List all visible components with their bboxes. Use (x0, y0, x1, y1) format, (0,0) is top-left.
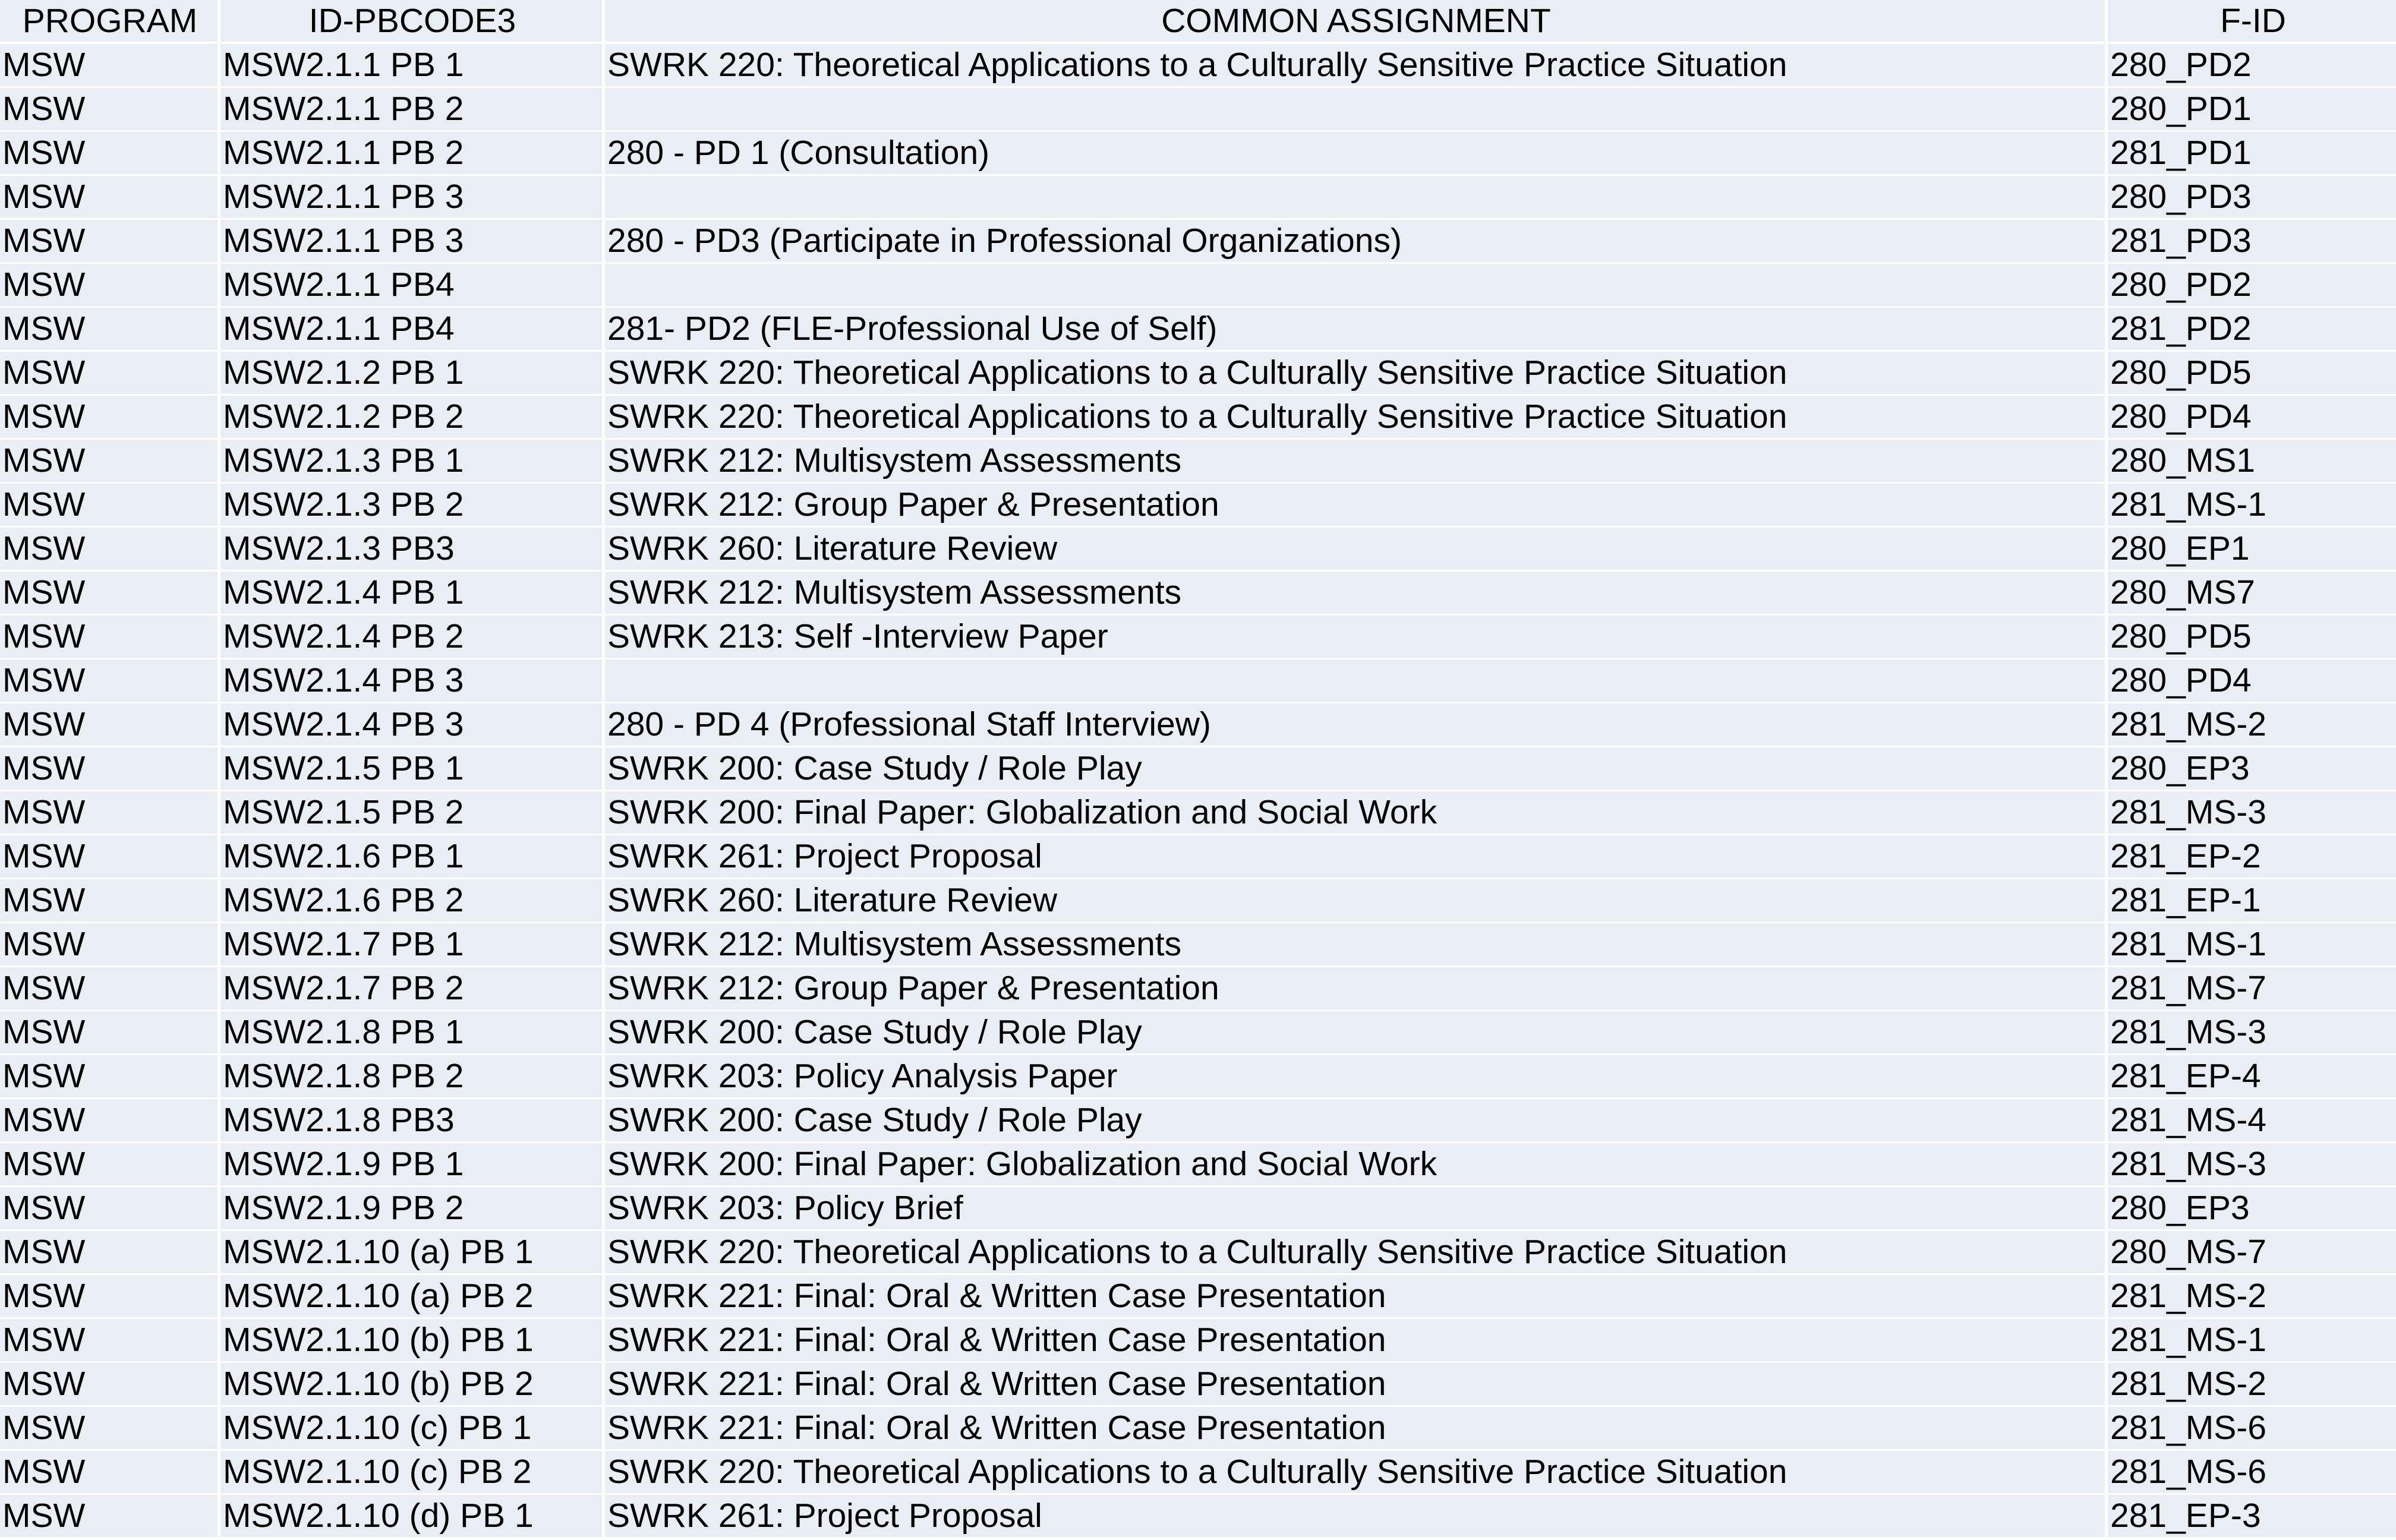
table-row (0, 220, 2396, 264)
id-pbcode3-cell: MSW2.1.6 PB 2 (220, 879, 605, 923)
f-id-cell: 280_EP1 (2108, 528, 2396, 572)
id-pbcode3-cell: MSW2.1.1 PB 3 (220, 220, 605, 264)
id-pbcode3-cell: MSW2.1.4 PB 1 (220, 572, 605, 616)
id-pbcode3-cell: MSW2.1.5 PB 2 (220, 791, 605, 835)
id-pbcode3-cell: MSW2.1.7 PB 1 (220, 923, 605, 967)
f-id-cell: 280_PD5 (2108, 352, 2396, 396)
f-id-cell: 281_EP-4 (2108, 1055, 2396, 1099)
common-assignment-cell: SWRK 221: Final: Oral & Written Case Presentation (605, 1319, 2108, 1363)
f-id-cell: 280_PD5 (2108, 616, 2396, 659)
program-cell: MSW (0, 1319, 220, 1363)
f-id-cell: 281_MS-1 (2108, 923, 2396, 967)
program-cell: MSW (0, 923, 220, 967)
program-cell: MSW (0, 835, 220, 879)
common-assignment-cell: SWRK 212: Group Paper & Presentation (605, 967, 2108, 1011)
id-pbcode3-cell: MSW2.1.4 PB 2 (220, 616, 605, 659)
f-id-cell: 281_EP-1 (2108, 879, 2396, 923)
table-row (0, 967, 2396, 1011)
table-row (0, 88, 2396, 132)
common-assignment-cell: 281- PD2 (FLE-Professional Use of Self) (605, 308, 2108, 352)
program-cell: MSW (0, 967, 220, 1011)
common-assignment-cell: SWRK 220: Theoretical Applications to a Culturally Sensitive Practice Situation (605, 1231, 2108, 1275)
program-cell: MSW (0, 132, 220, 176)
table-row (0, 923, 2396, 967)
program-cell: MSW (0, 176, 220, 220)
f-id-cell: 281_EP-3 (2108, 1495, 2396, 1539)
f-id-cell: 281_MS-2 (2108, 1275, 2396, 1319)
f-id-cell: 280_PD2 (2108, 44, 2396, 88)
table-row (0, 1451, 2396, 1495)
table-row (0, 132, 2396, 176)
id-pbcode3-cell: MSW2.1.6 PB 1 (220, 835, 605, 879)
program-cell: MSW (0, 220, 220, 264)
table-row (0, 1011, 2396, 1055)
header-f-id: F-ID (2108, 0, 2396, 44)
f-id-cell: 281_MS-3 (2108, 1011, 2396, 1055)
common-assignment-cell: SWRK 200: Final Paper: Globalization and Social Work (605, 791, 2108, 835)
f-id-cell: 280_PD3 (2108, 176, 2396, 220)
program-cell: MSW (0, 308, 220, 352)
program-cell: MSW (0, 1099, 220, 1143)
common-assignment-cell: SWRK 200: Case Study / Role Play (605, 1099, 2108, 1143)
table-row (0, 703, 2396, 747)
common-assignment-cell: SWRK 220: Theoretical Applications to a Culturally Sensitive Practice Situation (605, 44, 2108, 88)
id-pbcode3-cell: MSW2.1.10 (d) PB 1 (220, 1495, 605, 1539)
f-id-cell: 281_MS-3 (2108, 1143, 2396, 1187)
table-row (0, 484, 2396, 528)
table-row (0, 1099, 2396, 1143)
id-pbcode3-cell: MSW2.1.8 PB 1 (220, 1011, 605, 1055)
id-pbcode3-cell: MSW2.1.1 PB4 (220, 264, 605, 308)
program-cell: MSW (0, 1231, 220, 1275)
f-id-cell: 281_MS-1 (2108, 1319, 2396, 1363)
f-id-cell: 280_PD1 (2108, 88, 2396, 132)
table-row (0, 572, 2396, 616)
common-assignment-cell: SWRK 212: Multisystem Assessments (605, 923, 2108, 967)
program-cell: MSW (0, 1363, 220, 1407)
table-row (0, 747, 2396, 791)
common-assignment-cell: 280 - PD 1 (Consultation) (605, 132, 2108, 176)
common-assignment-cell: SWRK 220: Theoretical Applications to a Culturally Sensitive Practice Situation (605, 1451, 2108, 1495)
f-id-cell: 281_PD2 (2108, 308, 2396, 352)
program-cell: MSW (0, 396, 220, 440)
id-pbcode3-cell: MSW2.1.1 PB 1 (220, 44, 605, 88)
program-cell: MSW (0, 264, 220, 308)
id-pbcode3-cell: MSW2.1.10 (c) PB 1 (220, 1407, 605, 1451)
id-pbcode3-cell: MSW2.1.1 PB4 (220, 308, 605, 352)
common-assignment-cell: SWRK 221: Final: Oral & Written Case Presentation (605, 1275, 2108, 1319)
common-assignment-cell (605, 264, 2108, 308)
table-row (0, 352, 2396, 396)
header-common-assignment: COMMON ASSIGNMENT (605, 0, 2108, 44)
common-assignment-cell: 280 - PD 4 (Professional Staff Interview) (605, 703, 2108, 747)
common-assignment-cell: SWRK 212: Group Paper & Presentation (605, 484, 2108, 528)
id-pbcode3-cell: MSW2.1.2 PB 1 (220, 352, 605, 396)
id-pbcode3-cell: MSW2.1.10 (a) PB 2 (220, 1275, 605, 1319)
common-assignment-cell: SWRK 260: Literature Review (605, 528, 2108, 572)
header-row (0, 0, 2396, 44)
header-id-pbcode3: ID-PBCODE3 (220, 0, 605, 44)
id-pbcode3-cell: MSW2.1.1 PB 2 (220, 132, 605, 176)
table-row (0, 659, 2396, 703)
table-row (0, 1495, 2396, 1539)
program-cell: MSW (0, 44, 220, 88)
table-header (0, 0, 2396, 44)
f-id-cell: 280_PD4 (2108, 396, 2396, 440)
table-row (0, 879, 2396, 923)
program-cell: MSW (0, 1055, 220, 1099)
f-id-cell: 281_PD1 (2108, 132, 2396, 176)
table-row (0, 440, 2396, 484)
common-assignment-cell: SWRK 260: Literature Review (605, 879, 2108, 923)
program-cell: MSW (0, 879, 220, 923)
id-pbcode3-cell: MSW2.1.9 PB 1 (220, 1143, 605, 1187)
common-assignment-cell: SWRK 203: Policy Brief (605, 1187, 2108, 1231)
id-pbcode3-cell: MSW2.1.1 PB 2 (220, 88, 605, 132)
common-assignment-cell: SWRK 221: Final: Oral & Written Case Presentation (605, 1363, 2108, 1407)
common-assignment-cell: SWRK 200: Case Study / Role Play (605, 747, 2108, 791)
id-pbcode3-cell: MSW2.1.3 PB 1 (220, 440, 605, 484)
program-cell: MSW (0, 747, 220, 791)
f-id-cell: 280_MS1 (2108, 440, 2396, 484)
f-id-cell: 280_EP3 (2108, 1187, 2396, 1231)
table-row (0, 528, 2396, 572)
program-cell: MSW (0, 616, 220, 659)
program-cell: MSW (0, 791, 220, 835)
id-pbcode3-cell: MSW2.1.9 PB 2 (220, 1187, 605, 1231)
common-assignment-cell: SWRK 213: Self -Interview Paper (605, 616, 2108, 659)
id-pbcode3-cell: MSW2.1.10 (a) PB 1 (220, 1231, 605, 1275)
table-row (0, 264, 2396, 308)
program-cell: MSW (0, 1407, 220, 1451)
program-cell: MSW (0, 528, 220, 572)
f-id-cell: 280_MS-7 (2108, 1231, 2396, 1275)
table-row (0, 791, 2396, 835)
common-assignment-cell: SWRK 261: Project Proposal (605, 1495, 2108, 1539)
id-pbcode3-cell: MSW2.1.8 PB3 (220, 1099, 605, 1143)
f-id-cell: 281_MS-2 (2108, 703, 2396, 747)
table-row (0, 1187, 2396, 1231)
f-id-cell: 281_MS-2 (2108, 1363, 2396, 1407)
id-pbcode3-cell: MSW2.1.3 PB3 (220, 528, 605, 572)
program-cell: MSW (0, 1187, 220, 1231)
program-cell: MSW (0, 572, 220, 616)
id-pbcode3-cell: MSW2.1.7 PB 2 (220, 967, 605, 1011)
common-assignment-cell: SWRK 220: Theoretical Applications to a Culturally Sensitive Practice Situation (605, 396, 2108, 440)
table-body (0, 44, 2396, 1539)
f-id-cell: 281_MS-6 (2108, 1451, 2396, 1495)
table-row (0, 1275, 2396, 1319)
program-cell: MSW (0, 1011, 220, 1055)
table-row (0, 176, 2396, 220)
table-row (0, 308, 2396, 352)
program-cell: MSW (0, 352, 220, 396)
common-assignment-cell: SWRK 221: Final: Oral & Written Case Presentation (605, 1407, 2108, 1451)
table-row (0, 1055, 2396, 1099)
table-row (0, 616, 2396, 659)
f-id-cell: 281_MS-4 (2108, 1099, 2396, 1143)
common-assignment-cell: SWRK 220: Theoretical Applications to a Culturally Sensitive Practice Situation (605, 352, 2108, 396)
id-pbcode3-cell: MSW2.1.4 PB 3 (220, 703, 605, 747)
id-pbcode3-cell: MSW2.1.4 PB 3 (220, 659, 605, 703)
f-id-cell: 280_EP3 (2108, 747, 2396, 791)
program-cell: MSW (0, 440, 220, 484)
table-row (0, 835, 2396, 879)
common-assignment-cell: SWRK 200: Final Paper: Globalization and Social Work (605, 1143, 2108, 1187)
table-row (0, 1143, 2396, 1187)
program-cell: MSW (0, 88, 220, 132)
id-pbcode3-cell: MSW2.1.3 PB 2 (220, 484, 605, 528)
common-assignment-cell (605, 88, 2108, 132)
f-id-cell: 280_PD2 (2108, 264, 2396, 308)
id-pbcode3-cell: MSW2.1.5 PB 1 (220, 747, 605, 791)
common-assignment-cell: SWRK 200: Case Study / Role Play (605, 1011, 2108, 1055)
f-id-cell: 281_MS-7 (2108, 967, 2396, 1011)
program-cell: MSW (0, 659, 220, 703)
program-cell: MSW (0, 1275, 220, 1319)
table-row (0, 1407, 2396, 1451)
program-cell: MSW (0, 1495, 220, 1539)
f-id-cell: 281_MS-1 (2108, 484, 2396, 528)
program-cell: MSW (0, 1143, 220, 1187)
f-id-cell: 281_MS-6 (2108, 1407, 2396, 1451)
common-assignment-cell (605, 176, 2108, 220)
id-pbcode3-cell: MSW2.1.8 PB 2 (220, 1055, 605, 1099)
table-row (0, 44, 2396, 88)
id-pbcode3-cell: MSW2.1.10 (b) PB 2 (220, 1363, 605, 1407)
common-assignment-cell: SWRK 212: Multisystem Assessments (605, 440, 2108, 484)
common-assignment-cell: SWRK 203: Policy Analysis Paper (605, 1055, 2108, 1099)
program-cell: MSW (0, 1451, 220, 1495)
f-id-cell: 281_EP-2 (2108, 835, 2396, 879)
table-row (0, 1363, 2396, 1407)
common-assignment-cell: SWRK 261: Project Proposal (605, 835, 2108, 879)
common-assignment-cell: 280 - PD3 (Participate in Professional Organizations) (605, 220, 2108, 264)
id-pbcode3-cell: MSW2.1.10 (b) PB 1 (220, 1319, 605, 1363)
table-row (0, 1231, 2396, 1275)
table-row (0, 396, 2396, 440)
common-assignment-cell (605, 659, 2108, 703)
f-id-cell: 281_PD3 (2108, 220, 2396, 264)
id-pbcode3-cell: MSW2.1.10 (c) PB 2 (220, 1451, 605, 1495)
program-cell: MSW (0, 484, 220, 528)
f-id-cell: 281_MS-3 (2108, 791, 2396, 835)
f-id-cell: 280_PD4 (2108, 659, 2396, 703)
table-row (0, 1319, 2396, 1363)
header-program: PROGRAM (0, 0, 220, 44)
common-assignment-cell: SWRK 212: Multisystem Assessments (605, 572, 2108, 616)
program-cell: MSW (0, 703, 220, 747)
f-id-cell: 280_MS7 (2108, 572, 2396, 616)
id-pbcode3-cell: MSW2.1.2 PB 2 (220, 396, 605, 440)
id-pbcode3-cell: MSW2.1.1 PB 3 (220, 176, 605, 220)
